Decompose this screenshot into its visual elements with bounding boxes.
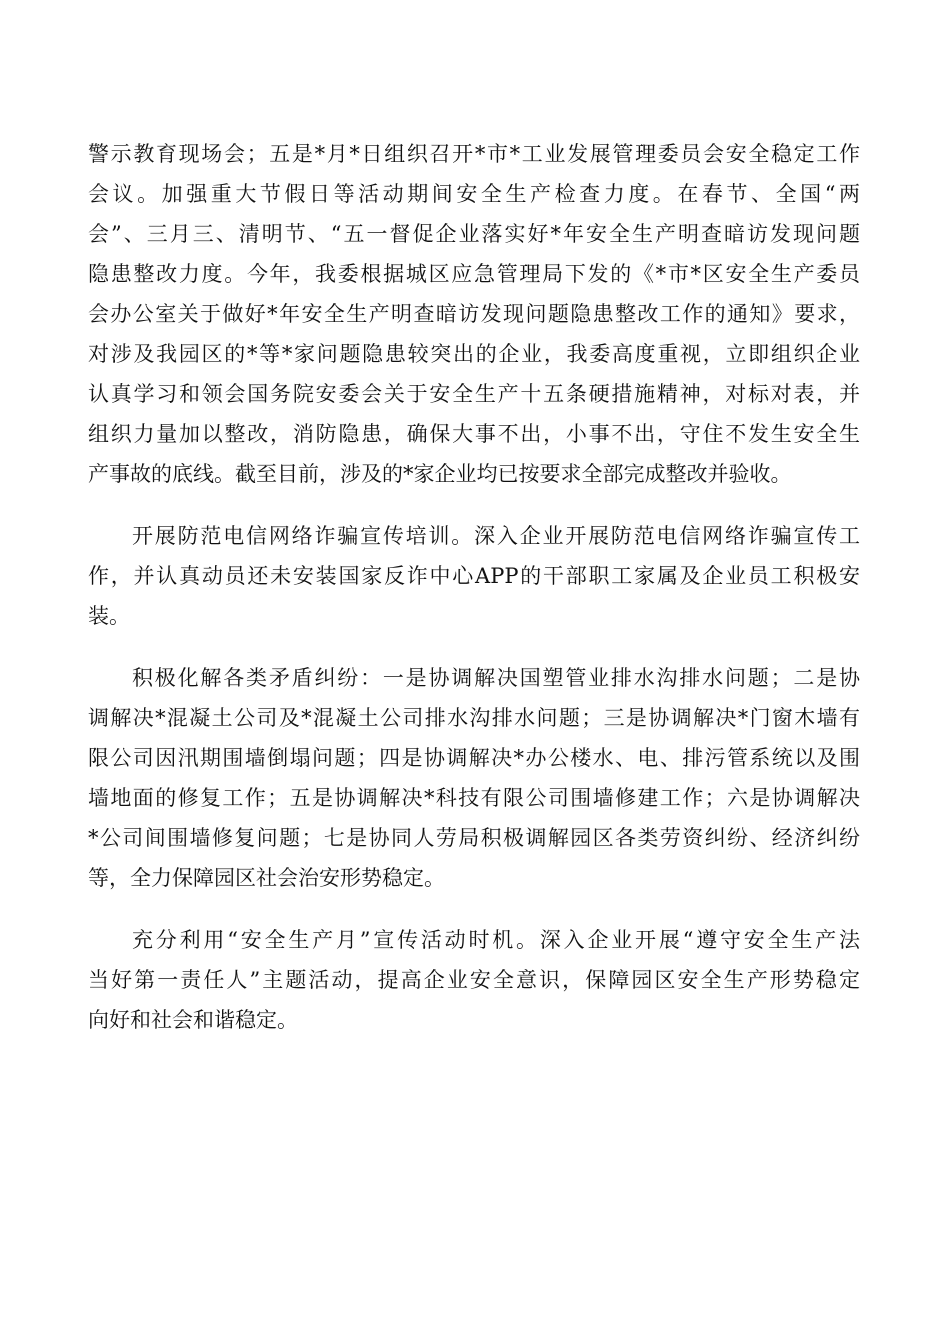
text-line: 开展防范电信网络诈骗宣传培训。深入企业开展防范电信网络诈骗宣传工: [132, 524, 860, 548]
paragraph-4: [88, 920, 860, 1040]
text-line: 会”、三月三、清明节、“五一督促企业落实好*年安全生产明查暗访发现问题: [88, 222, 860, 246]
text-line: 组织力量加以整改，消防隐患，确保大事不出，小事不出，守住不发生安全生: [88, 422, 860, 446]
text-line: 认真学习和领会国务院安委会关于安全生产十五条硬措施精神，对标对表，并: [88, 382, 860, 406]
text-line: 对涉及我园区的*等*家问题隐患较突出的企业，我委高度重视，立即组织企业: [88, 342, 860, 366]
text-line: 调解决*混凝土公司及*混凝土公司排水沟排水问题；三是协调解决*门窗木墙有: [88, 706, 860, 730]
text-line: 当好第一责任人”主题活动，提高企业安全意识，保障园区安全生产形势稳定: [88, 968, 860, 992]
text-line: 积极化解各类矛盾纠纷：一是协调解决国塑管业排水沟排水问题；二是协: [132, 666, 860, 690]
text-line: 墙地面的修复工作；五是协调解决*科技有限公司围墙修建工作；六是协调解决: [88, 786, 860, 810]
text-line: 产事故的底线。截至目前，涉及的*家企业均已按要求全部完成整改并验收。: [88, 462, 792, 486]
text-line: 作，并认真动员还未安装国家反诈中心APP的干部职工家属及企业员工积极安: [88, 564, 860, 588]
paragraph-2: [88, 516, 860, 636]
text-line: 隐患整改力度。今年，我委根据城区应急管理局下发的《*市*区安全生产委员: [88, 262, 860, 286]
paragraph-spacer: [88, 494, 860, 516]
paragraph-spacer: [88, 636, 860, 658]
text-line: 会议。加强重大节假日等活动期间安全生产检查力度。在春节、全国“两: [88, 182, 860, 206]
text-line: 向好和社会和谐稳定。: [88, 1008, 298, 1032]
text-line: 装。: [88, 604, 130, 628]
paragraph-1: [88, 134, 860, 494]
paragraph-3: [88, 658, 860, 898]
text-line: 充分利用“安全生产月”宣传活动时机。深入企业开展“遵守安全生产法: [132, 928, 860, 952]
text-line: *公司间围墙修复问题；七是协同人劳局积极调解园区各类劳资纠纷、经济纠纷: [88, 826, 860, 850]
paragraph-spacer: [88, 898, 860, 920]
text-line: 警示教育现场会；五是*月*日组织召开*市*工业发展管理委员会安全稳定工作: [88, 142, 860, 166]
text-line: 等，全力保障园区社会治安形势稳定。: [88, 866, 445, 890]
text-line: 限公司因汛期围墙倒塌问题；四是协调解决*办公楼水、电、排污管系统以及围: [88, 746, 860, 770]
text-line: 会办公室关于做好*年安全生产明查暗访发现问题隐患整改工作的通知》要求，: [88, 302, 860, 326]
